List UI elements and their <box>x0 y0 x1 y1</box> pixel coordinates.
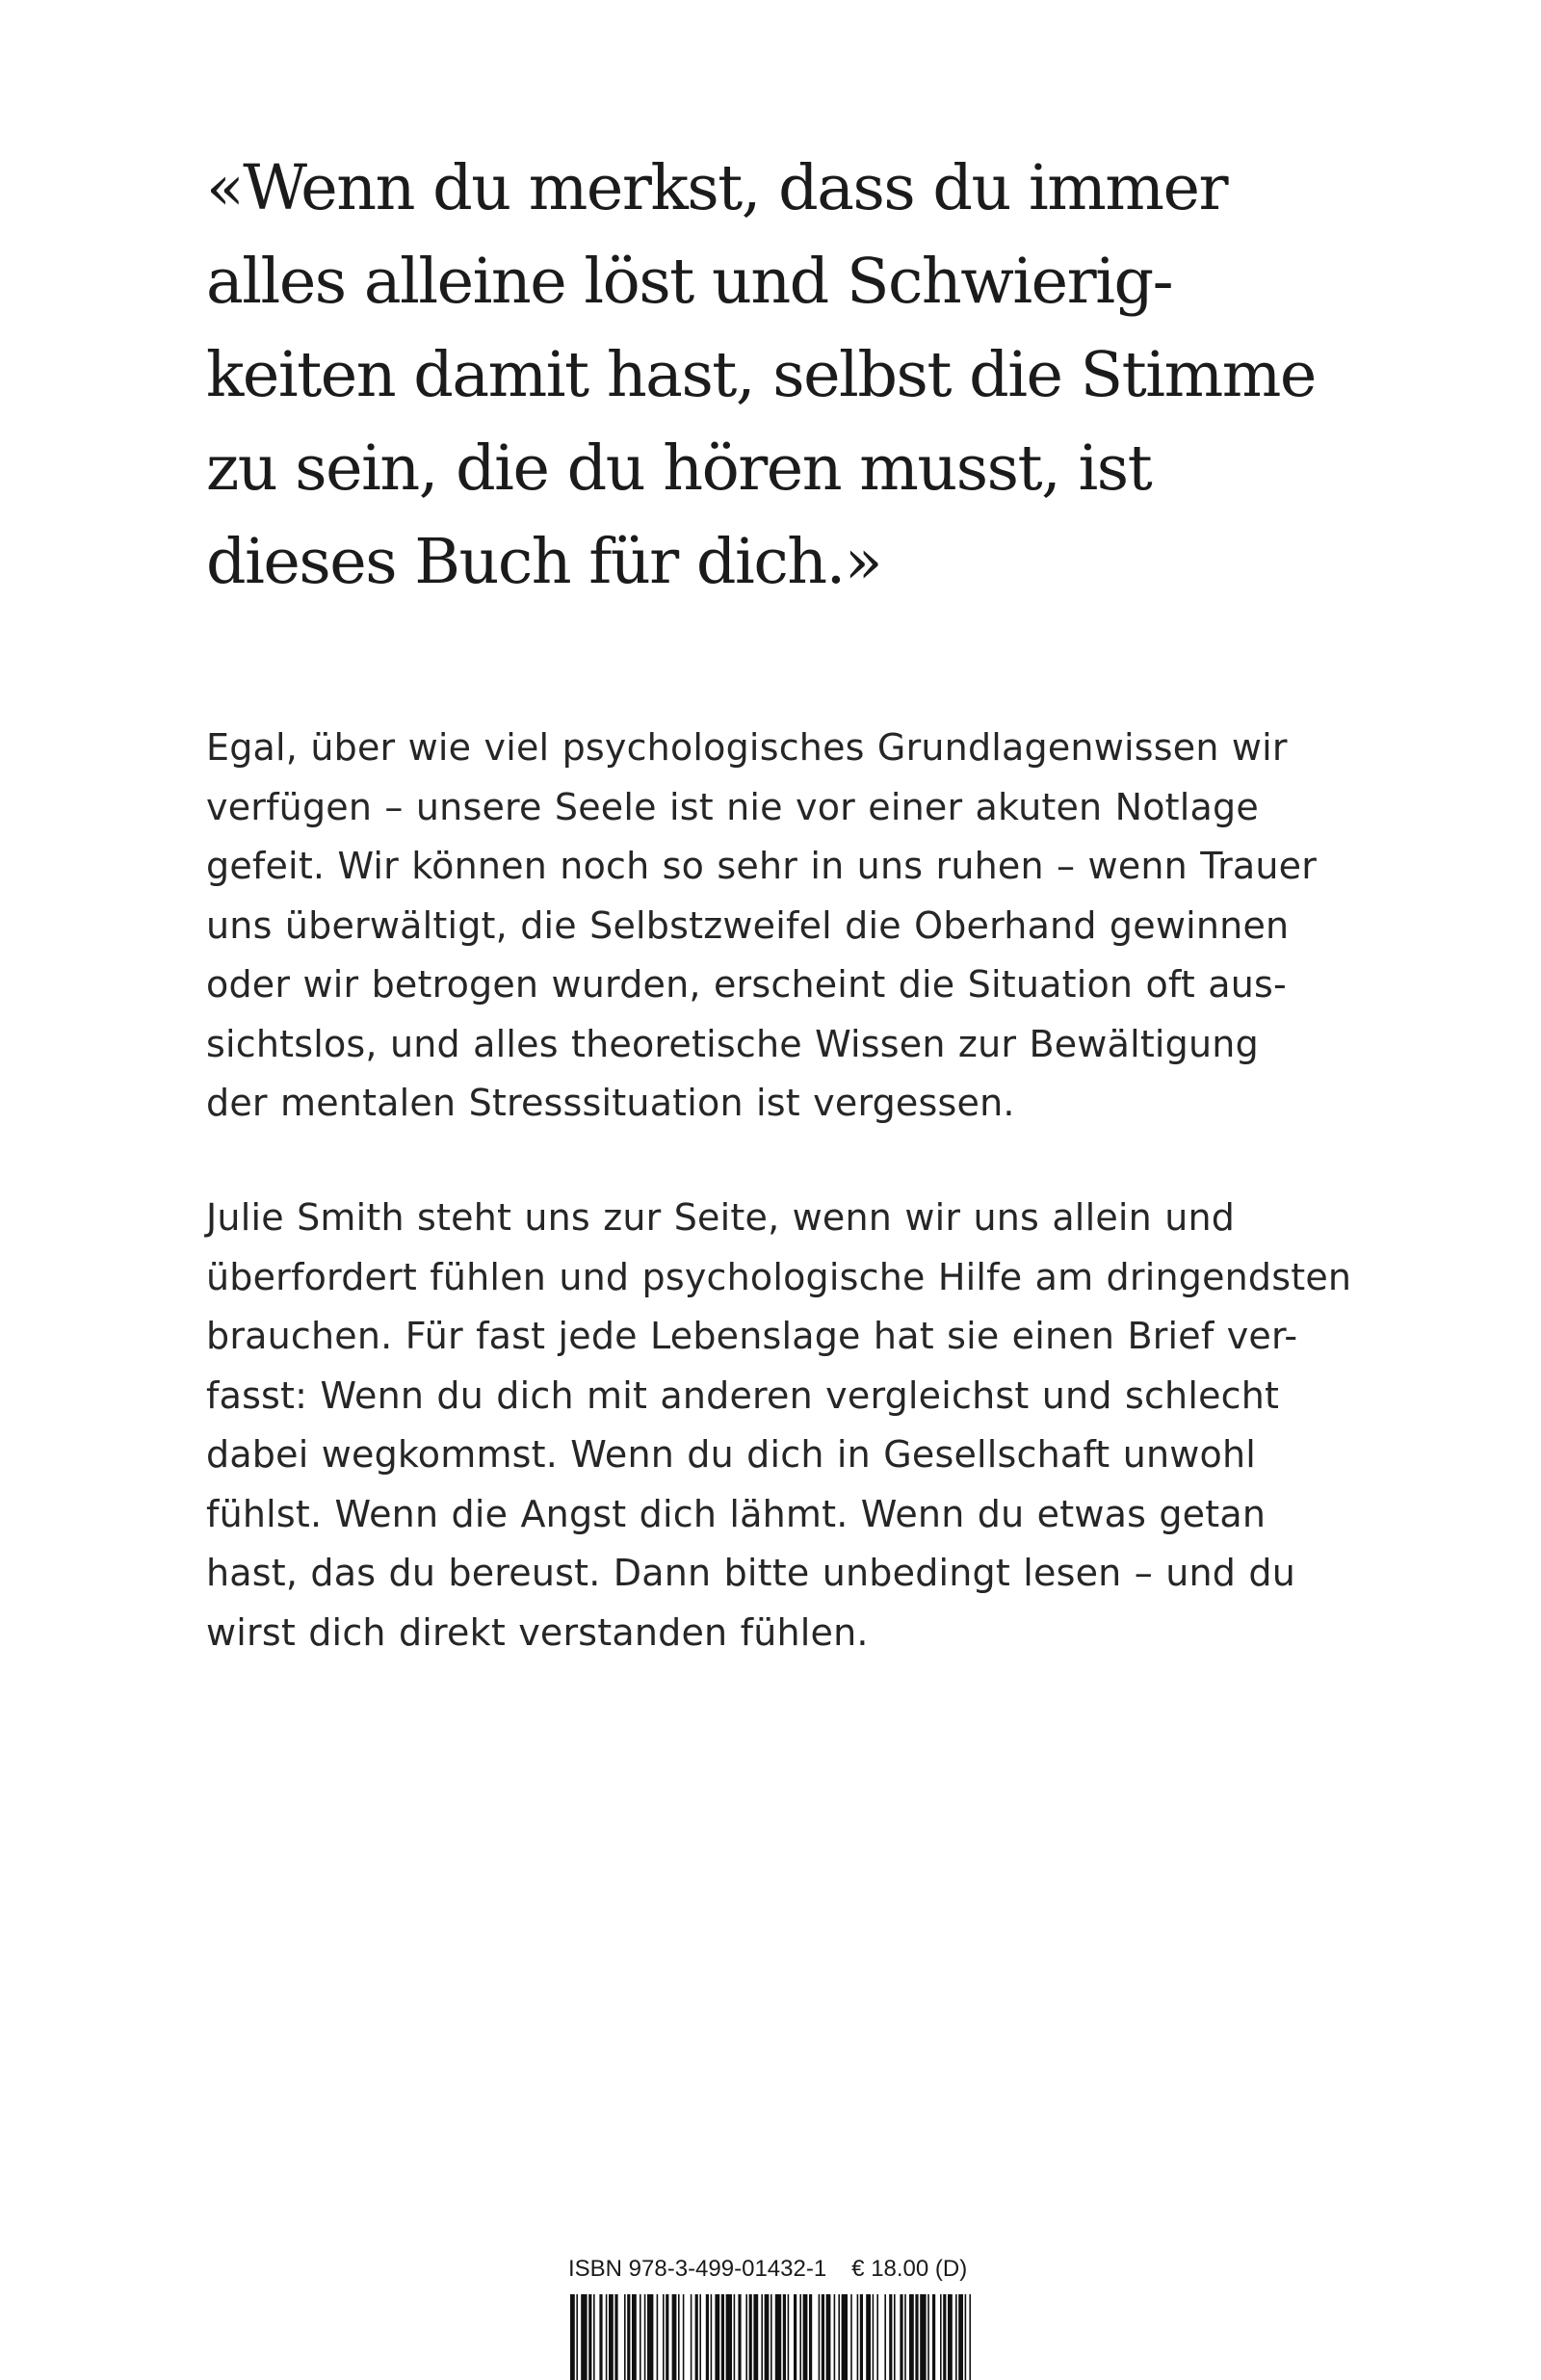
barcode-bar <box>721 2294 724 2380</box>
barcode-bar <box>609 2294 614 2380</box>
blurb-line: uns überwältigt, die Selbstzweifel die Oberhand gewinnen <box>206 903 1290 947</box>
barcode-bar <box>576 2294 578 2380</box>
barcode-bar <box>866 2294 871 2380</box>
barcode-bar <box>614 2294 617 2380</box>
barcode-bar <box>678 2294 680 2380</box>
barcode-bar <box>943 2294 946 2380</box>
barcode-bar <box>765 2294 770 2380</box>
barcode-bar <box>842 2294 848 2380</box>
barcode-bar <box>599 2294 602 2380</box>
barcode-bar <box>699 2294 701 2380</box>
blurb-line: dabei wegkommst. Wenn du dich in Gesellschaft unwohl <box>206 1433 1257 1476</box>
barcode-bar <box>969 2294 971 2380</box>
barcode-bar <box>834 2294 836 2380</box>
barcode-bar <box>672 2294 677 2380</box>
barcode-bar <box>819 2294 821 2380</box>
barcode-bar <box>948 2294 953 2380</box>
barcode-bar <box>715 2294 719 2380</box>
blurb-line: sichtslos, und alles theoretische Wissen zur Bewältigung <box>206 1022 1259 1065</box>
barcode-bar <box>695 2294 698 2380</box>
isbn-price-line <box>568 2255 973 2284</box>
barcode-bar <box>775 2294 781 2380</box>
barcode-bar <box>932 2294 935 2380</box>
blurb-line: fühlst. Wenn die Angst dich lähmt. Wenn du etwas getan <box>206 1492 1267 1535</box>
barcode-bar <box>683 2294 685 2380</box>
barcode-bar <box>706 2294 709 2380</box>
barcode-bar <box>873 2294 875 2380</box>
barcode-bar <box>663 2294 665 2380</box>
barcode-bar <box>734 2294 736 2380</box>
barcode-bar <box>588 2294 591 2380</box>
barcode-bar <box>958 2294 963 2380</box>
blurb-line: der mentalen Stresssituation ist vergessen. <box>206 1082 1015 1124</box>
barcode-bar <box>940 2294 942 2380</box>
barcode-bar <box>822 2294 824 2380</box>
barcode-bar <box>826 2294 831 2380</box>
blurb-line: fasst: Wenn du dich mit anderen vergleichst und schlecht <box>206 1373 1280 1417</box>
isbn-number: ISBN 978-3-499-01432-1 <box>568 2256 827 2282</box>
barcode-bar <box>894 2294 896 2380</box>
barcode-bar <box>644 2294 646 2380</box>
barcode-bar <box>850 2294 852 2380</box>
barcode-bar <box>606 2294 608 2380</box>
pull-quote <box>206 142 1362 609</box>
barcode-bar <box>770 2294 772 2380</box>
barcode-bar <box>761 2294 763 2380</box>
barcode-bar <box>904 2294 906 2380</box>
blurb-line: hast, das du bereust. Dann bitte unbedingt lesen – und du <box>206 1552 1295 1594</box>
barcode-bar <box>900 2294 902 2380</box>
barcode-bar <box>726 2294 732 2380</box>
quote-line: alles alleine löst und Schwierig- <box>206 246 1173 318</box>
barcode-bar <box>581 2294 587 2380</box>
barcode-bar <box>753 2294 758 2380</box>
barcode-bar <box>657 2294 659 2380</box>
price-label: € 18.00 (D) <box>851 2256 968 2282</box>
barcode-bar <box>915 2294 918 2380</box>
barcode-bar <box>632 2294 637 2380</box>
quote-line: dieses Buch für dich.» <box>206 526 882 598</box>
barcode-bar <box>909 2294 914 2380</box>
barcode-bar <box>857 2294 859 2380</box>
blurb-line: brauchen. Für fast jede Lebenslage hat sie einen Brief ver- <box>206 1315 1298 1357</box>
barcode-bar <box>838 2294 840 2380</box>
barcode-bar <box>889 2294 892 2380</box>
barcode-bar <box>794 2294 797 2380</box>
quote-line: «Wenn du merkst, dass du immer <box>206 152 1228 224</box>
barcode-bar <box>876 2294 878 2380</box>
barcode-bar <box>691 2294 692 2380</box>
barcode-bar <box>738 2294 741 2380</box>
blurb-line: Egal, über wie viel psychologisches Grundlagenwissen wir <box>206 726 1288 769</box>
blurb-line: oder wir betrogen wurden, erscheint die Situation oft aus- <box>206 963 1287 1006</box>
barcode-bar <box>803 2294 808 2380</box>
barcode-image <box>568 2294 973 2380</box>
blurb-line: wirst dich direkt verstanden fühlen. <box>206 1610 869 1654</box>
barcode-bar <box>627 2294 630 2380</box>
blurb-paragraph-2 <box>206 1189 1362 1662</box>
blurb-line: verfügen – unsere Seele ist nie vor einer akuten Notlage <box>206 785 1259 828</box>
barcode-bar <box>965 2294 967 2380</box>
barcode-bar <box>955 2294 957 2380</box>
barcode-bar <box>783 2294 786 2380</box>
barcode-bar <box>749 2294 752 2380</box>
barcode-bar <box>927 2294 929 2380</box>
barcode-bar <box>666 2294 668 2380</box>
barcode-bar <box>640 2294 641 2380</box>
quote-line: zu sein, die du hören musst, ist <box>206 432 1152 505</box>
barcode-bar <box>570 2294 575 2380</box>
blurb-paragraph-1 <box>206 719 1362 1134</box>
barcode-bar <box>788 2294 790 2380</box>
barcode-bar <box>711 2294 713 2380</box>
barcode-bar <box>799 2294 801 2380</box>
barcode-bar <box>624 2294 626 2380</box>
barcode-bar <box>860 2294 863 2380</box>
blurb-line: Julie Smith steht uns zur Seite, wenn wir uns allein und <box>206 1196 1236 1239</box>
blurb-line: überfordert fühlen und psychologische Hilfe am dringendsten <box>206 1255 1352 1298</box>
quote-line: keiten damit hast, selbst die Stimme <box>206 339 1316 411</box>
barcode-bar <box>593 2294 595 2380</box>
barcode-bar <box>809 2294 812 2380</box>
barcode-bar <box>647 2294 653 2380</box>
blurb-line: gefeit. Wir können noch so sehr in uns ruhen – wenn Trauer <box>206 845 1318 887</box>
barcode-bar <box>745 2294 747 2380</box>
barcode-bar <box>884 2294 886 2380</box>
barcode-bar <box>920 2294 926 2380</box>
